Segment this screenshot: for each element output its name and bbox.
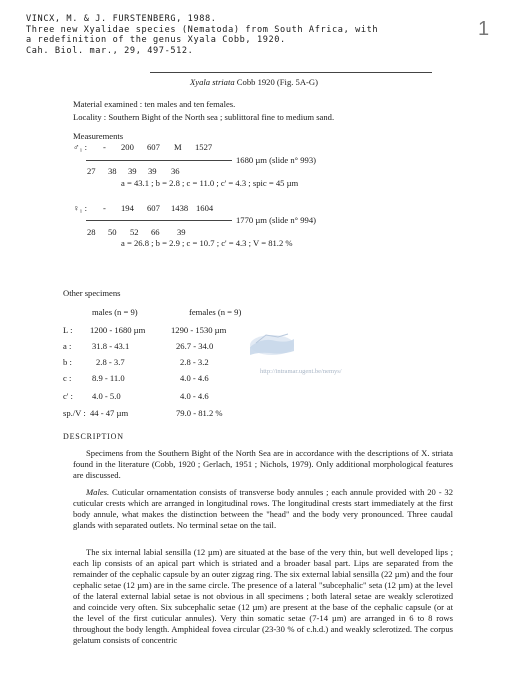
other-row-param: c' : [63,391,73,401]
male1-top-1: 200 [121,142,134,152]
description-paragraph-2 [73,487,453,531]
citation-line-3: a redefinition of the genus Xyala Cobb, 1920. [26,35,286,46]
male1-fraction-rule [86,160,232,161]
female1-top-0: - [103,203,106,213]
citation-block [26,14,378,56]
other-row-param: a : [63,341,72,351]
species-name: Xyala striata [190,77,235,87]
male1-bottom-1: 38 [108,166,117,176]
male1-bottom-0: 27 [87,166,96,176]
page-number-mark: 1 [478,18,490,40]
female1-fraction-rule [86,220,232,221]
description-title: DESCRIPTION [63,432,124,441]
male1-label: ♂₁ : [73,142,87,152]
citation-line-1: VINCX, M. & J. FURSTENBERG, 1988. [26,14,217,24]
male1-bottom-4: 36 [171,166,180,176]
description-text-2 [73,487,453,531]
male1-top-2: 607 [147,142,160,152]
locality: Locality : Southern Bight of the North sea ; sublittoral fine to medium sand. [73,112,335,122]
other-row-females: 26.7 - 34.0 [176,341,214,351]
other-row-females: 2.8 - 3.2 [180,357,209,367]
header-rule [150,72,432,73]
watermark-url: http://intramar.ugent.be/nemys/ [260,368,342,375]
male1-top-3: M [174,142,182,152]
other-row-males: 44 - 47 µm [90,408,129,418]
male1-bottom-3: 39 [148,166,157,176]
species-authority: Cobb 1920 (Fig. 5A-G) [234,77,318,87]
other-males-header: males (n = 9) [92,307,138,317]
female1-length: 1770 µm (slide n° 994) [236,215,316,225]
female1-bottom-0: 28 [87,227,96,237]
males-label: Males. [86,487,110,497]
female1-top-1: 194 [121,203,134,213]
other-row-param: L : [63,325,73,335]
male1-ratios: a = 43.1 ; b = 2.8 ; c = 11.0 ; c' = 4.3 ; spic = 45 µm [121,178,299,188]
citation-line-2: Three new Xyalidae species (Nematoda) from South Africa, with [26,24,379,35]
female1-bottom-4: 39 [177,227,186,237]
measurements-title: Measurements [73,131,124,141]
males-text: Cuticular ornamentation consists of transverse body annules ; each annule provided with 20 - 32 cuticular crests which are arranged in longitudinal rows. The longitudinal crests start immediately at the first body annule, what makes the distinction between the "head" and the body very pronounced. Three caudal glands with separated outlets. No terminal setae on the tail. [73,487,453,530]
other-row-param: c : [63,373,72,383]
other-row-females: 4.0 - 4.6 [180,373,209,383]
male1-top-0: - [103,142,106,152]
female1-bottom-2: 52 [130,227,139,237]
other-females-header: females (n = 9) [189,307,242,317]
description-paragraph-3 [73,547,453,646]
description-paragraph-1 [73,448,453,481]
male1-length: 1680 µm (slide n° 993) [236,155,316,165]
description-text-3: The six internal labial sensilla (12 µm) are situated at the base of the very thin, but well developed lips ; each lip consists of an apical part which is striated and a broader basal part. Lips are separated from the remainder of the cephalic capsule by an outer zigzag ring. The six external labial sensilla (22 µm) and the four cephalic setae (12 µm) are in the same circle. The presence of a lateral "subcephalic" seta (12 µm) at the level of the lateral external labial setae is not obvious in all specimens ; both lateral setae are weakly sclerotized and coincide very often. Six subcephalic setae (12 µm) are present at the base of the cephalic capsule (or at the level of the first cuticular annules). Very thin somatic setae (7-14 µm) are arranged in 6 to 8 rows throughout the body length. Amphideal fovea circular (23-30 % of c.h.d.) and weakly sclerotized. The corpus gelatum consists of concentric [73,547,453,645]
other-row-males: 8.9 - 11.0 [92,373,125,383]
female1-top-3: 1438 [171,203,189,213]
female1-bottom-1: 50 [108,227,117,237]
other-row-males: 4.0 - 5.0 [92,391,121,401]
material-examined: Material examined : ten males and ten females. [73,99,236,109]
female1-ratios: a = 26.8 ; b = 2.9 ; c = 10.7 ; c' = 4.3 ; V = 81.2 % [121,238,293,248]
species-heading [0,77,508,88]
other-row-males: 31.8 - 43.1 [92,341,130,351]
female1-bottom-3: 66 [151,227,160,237]
other-row-females: 79.0 - 81.2 % [176,408,223,418]
citation-line-4: Cah. Biol. mar., 29, 497-512. [26,45,194,56]
other-specimens-title: Other specimens [63,288,121,298]
female1-label: ♀₁ : [73,203,87,213]
other-row-param: sp./V : [63,408,86,418]
female1-top-2: 607 [147,203,160,213]
male1-top-4: 1527 [195,142,213,152]
other-row-females: 4.0 - 4.6 [180,391,209,401]
male1-bottom-2: 39 [128,166,137,176]
female1-top-4: 1604 [196,203,214,213]
other-row-param: b : [63,357,72,367]
watermark-logo [232,325,312,369]
other-row-males: 2.8 - 3.7 [96,357,125,367]
other-row-females: 1290 - 1530 µm [171,325,227,335]
description-text-1: Specimens from the Southern Bight of the North Sea are in accordance with the descriptions of X. striata found in the literature (Cobb, 1920 ; Gerlach, 1951 ; Nichols, 1979). Only additional morphological features are discussed. [73,448,453,480]
other-row-males: 1200 - 1680 µm [90,325,146,335]
